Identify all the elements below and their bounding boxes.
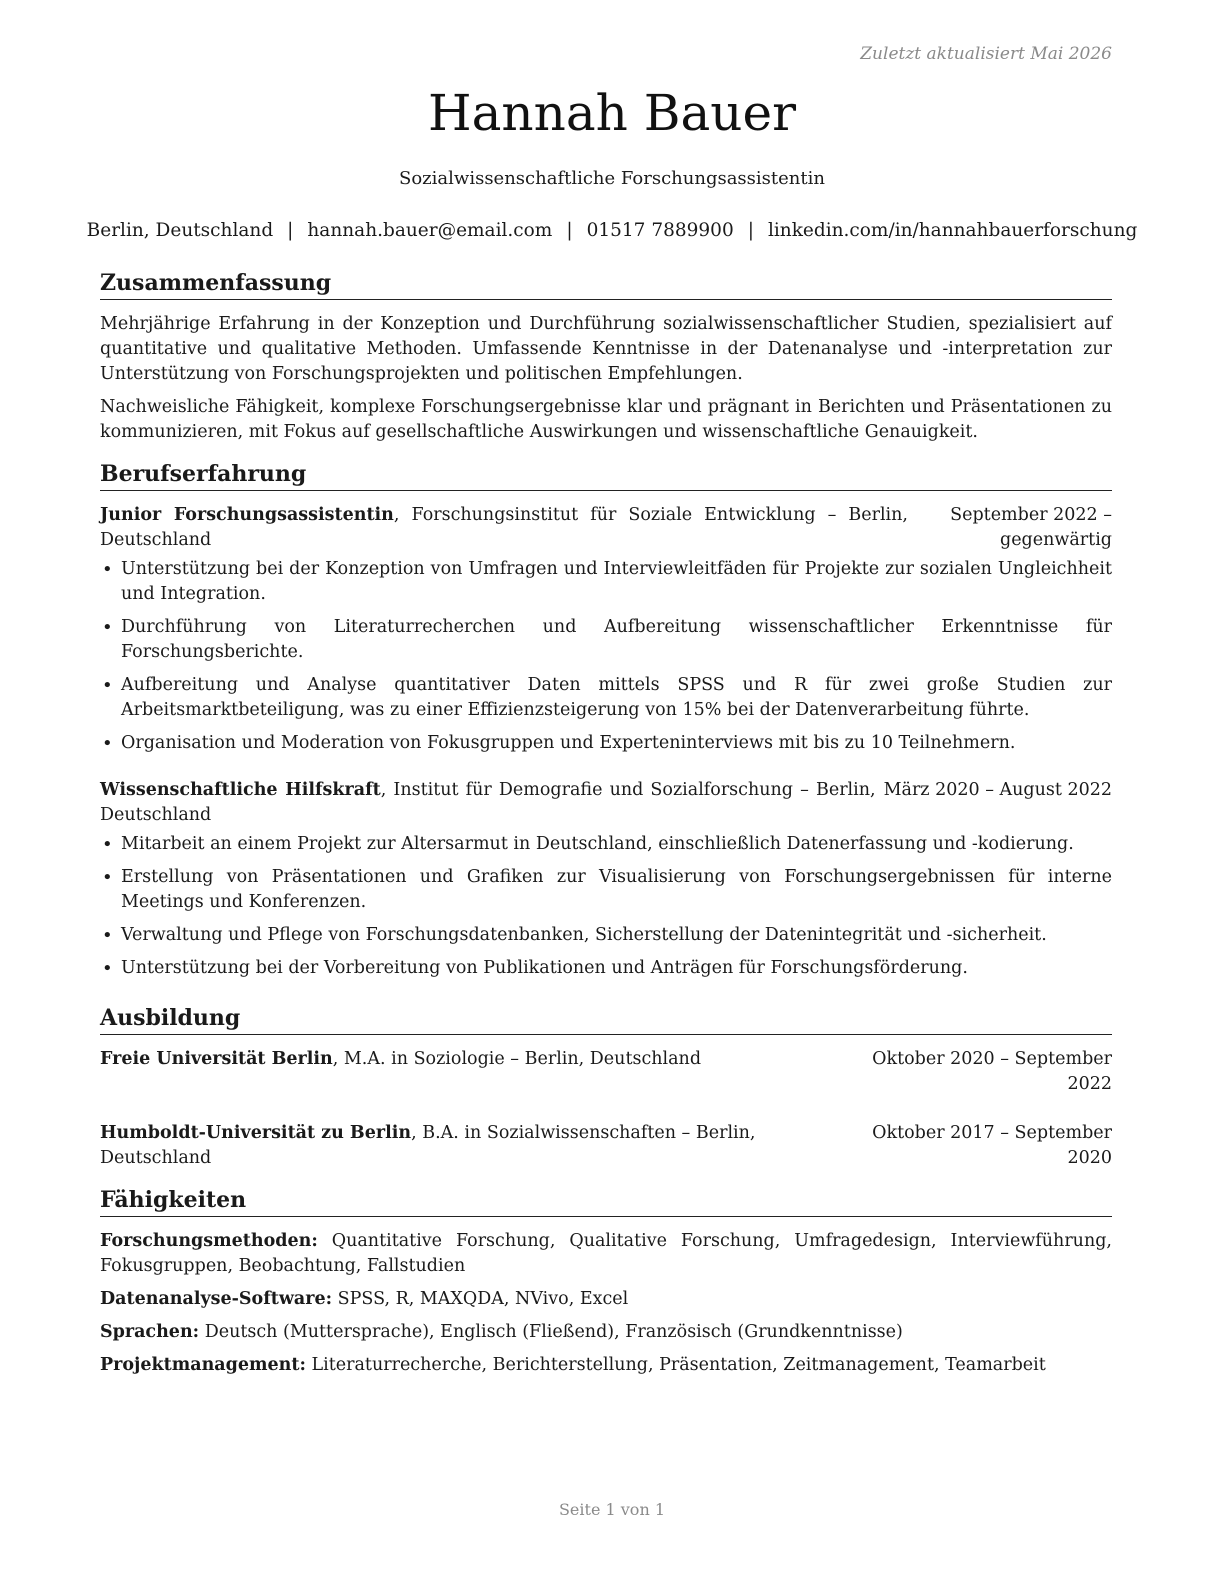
skill-label: Projektmanagement: <box>100 1355 306 1375</box>
summary-paragraph: Mehrjährige Erfahrung in der Konzeption und Durchführung sozialwissenschaftlicher Studien, spezialisiert auf quantitative und qualitative Methoden. Umfassende Kenntnisse in der Datenanalyse und -interpretation zur Unterstützung von Forschungsprojekten und politischen Empfehlungen. <box>100 314 1112 384</box>
contact-phone: 01517 7889900 <box>586 220 734 241</box>
skill-label: Datenanalyse-Software: <box>100 1289 333 1309</box>
last-updated-note: Zuletzt aktualisiert Mai 2026 <box>860 44 1112 64</box>
job-organization: , Institut für Demografie und Sozialforschung – Berlin, Deutschland <box>100 780 876 825</box>
candidate-name: Hannah Bauer <box>428 84 796 142</box>
education-entry <box>100 1047 1112 1097</box>
contact-location: Berlin, Deutschland <box>86 220 274 241</box>
skill-line <box>100 1287 1112 1312</box>
job-organization: , Forschungsinstitut für Soziale Entwicklung – Berlin, Deutschland <box>100 505 908 550</box>
list-item: • Organisation und Moderation von Fokusgruppen und Experteninterviews mit bis zu 10 Teilnehmern. <box>100 731 1112 756</box>
contact-separator: | <box>747 220 754 241</box>
skill-label: Forschungsmethoden: <box>100 1231 318 1251</box>
section-title-skills: Fähigkeiten <box>100 1185 1112 1217</box>
candidate-title: Sozialwissenschaftliche Forschungsassistentin <box>399 168 825 189</box>
contact-line <box>0 220 1224 241</box>
page-number: Seite 1 von 1 <box>558 1500 666 1519</box>
section-title-education: Ausbildung <box>100 1003 1112 1035</box>
skill-value: Literaturrecherche, Berichterstellung, Präsentation, Zeitmanagement, Teamarbeit <box>305 1355 1046 1375</box>
summary-paragraph: Nachweisliche Fähigkeit, komplexe Forschungsergebnisse klar und prägnant in Berichten und Präsentationen zu kommunizieren, mit Fokus auf gesellschaftliche Auswirkungen und wissenschaftliche Genauigkeit. <box>100 397 1112 442</box>
job-entry <box>100 778 1112 981</box>
education-school: Humboldt-Universität zu Berlin <box>100 1123 412 1143</box>
list-item: • Durchführung von Literaturrecherchen und Aufbereitung wissenschaftlicher Erkenntnisse für Forschungsberichte. <box>100 615 1112 665</box>
job-role: Junior Forschungsassistentin <box>100 505 394 525</box>
skill-value: Quantitative Forschung, Qualitative Forschung, Umfragedesign, Interviewführung, Fokusgruppen, Beobachtung, Fallstudien <box>100 1231 1112 1276</box>
education-entry <box>100 1121 1112 1171</box>
list-item: • Verwaltung und Pflege von Forschungsdatenbanken, Sicherstellung der Datenintegrität und -sicherheit. <box>100 923 1112 948</box>
contact-separator: | <box>566 220 573 241</box>
job-dates: März 2020 – August 2022 <box>883 780 1112 800</box>
skill-line <box>100 1229 1112 1279</box>
skill-line <box>100 1320 1112 1345</box>
contact-separator: | <box>287 220 294 241</box>
list-item: • Unterstützung bei der Konzeption von Umfragen und Interviewleitfäden für Projekte zur sozialen Ungleichheit und Integration. <box>100 557 1112 607</box>
skill-value: Deutsch (Muttersprache), Englisch (Fließend), Französisch (Grundkenntnisse) <box>199 1322 903 1342</box>
job-role: Wissenschaftliche Hilfskraft <box>100 780 381 800</box>
job-bullets <box>100 832 1112 981</box>
resume-body <box>100 268 1112 1392</box>
experience-section <box>100 459 1112 981</box>
job-header <box>100 778 1112 828</box>
contact-linkedin-link[interactable]: linkedin.com/in/hannahbauerforschung <box>767 220 1138 241</box>
job-dates: September 2022 – gegenwärtig <box>950 505 1112 550</box>
education-detail: , M.A. in Soziologie – Berlin, Deutschland <box>332 1049 702 1069</box>
list-item: • Erstellung von Präsentationen und Grafiken zur Visualisierung von Forschungsergebnissen für interne Meetings und Konferenzen. <box>100 865 1112 915</box>
list-item: • Aufbereitung und Analyse quantitativer Daten mittels SPSS und R für zwei große Studien zur Arbeitsmarktbeteiligung, was zu einer Effizienzsteigerung von 15% bei der Datenverarbeitung führte. <box>100 673 1112 723</box>
job-header <box>100 503 1112 553</box>
job-bullets <box>100 557 1112 756</box>
summary-section <box>100 268 1112 445</box>
contact-email-link[interactable]: hannah.bauer@email.com <box>307 220 553 241</box>
job-entry <box>100 503 1112 756</box>
education-section <box>100 1003 1112 1171</box>
list-item: • Mitarbeit an einem Projekt zur Altersarmut in Deutschland, einschließlich Datenerfassung und -kodierung. <box>100 832 1112 857</box>
education-dates: Oktober 2020 – September 2022 <box>872 1049 1112 1094</box>
section-title-summary: Zusammenfassung <box>100 268 1112 300</box>
skill-value: SPSS, R, MAXQDA, NVivo, Excel <box>332 1289 629 1309</box>
skills-section <box>100 1185 1112 1378</box>
education-detail: , B.A. in Sozialwissenschaften – Berlin, Deutschland <box>100 1123 756 1168</box>
section-title-experience: Berufserfahrung <box>100 459 1112 491</box>
skill-line <box>100 1353 1112 1378</box>
education-school: Freie Universität Berlin <box>100 1049 333 1069</box>
education-dates: Oktober 2017 – September 2020 <box>872 1123 1112 1168</box>
skill-label: Sprachen: <box>100 1322 200 1342</box>
list-item: • Unterstützung bei der Vorbereitung von Publikationen und Anträgen für Forschungsförderung. <box>100 956 1112 981</box>
